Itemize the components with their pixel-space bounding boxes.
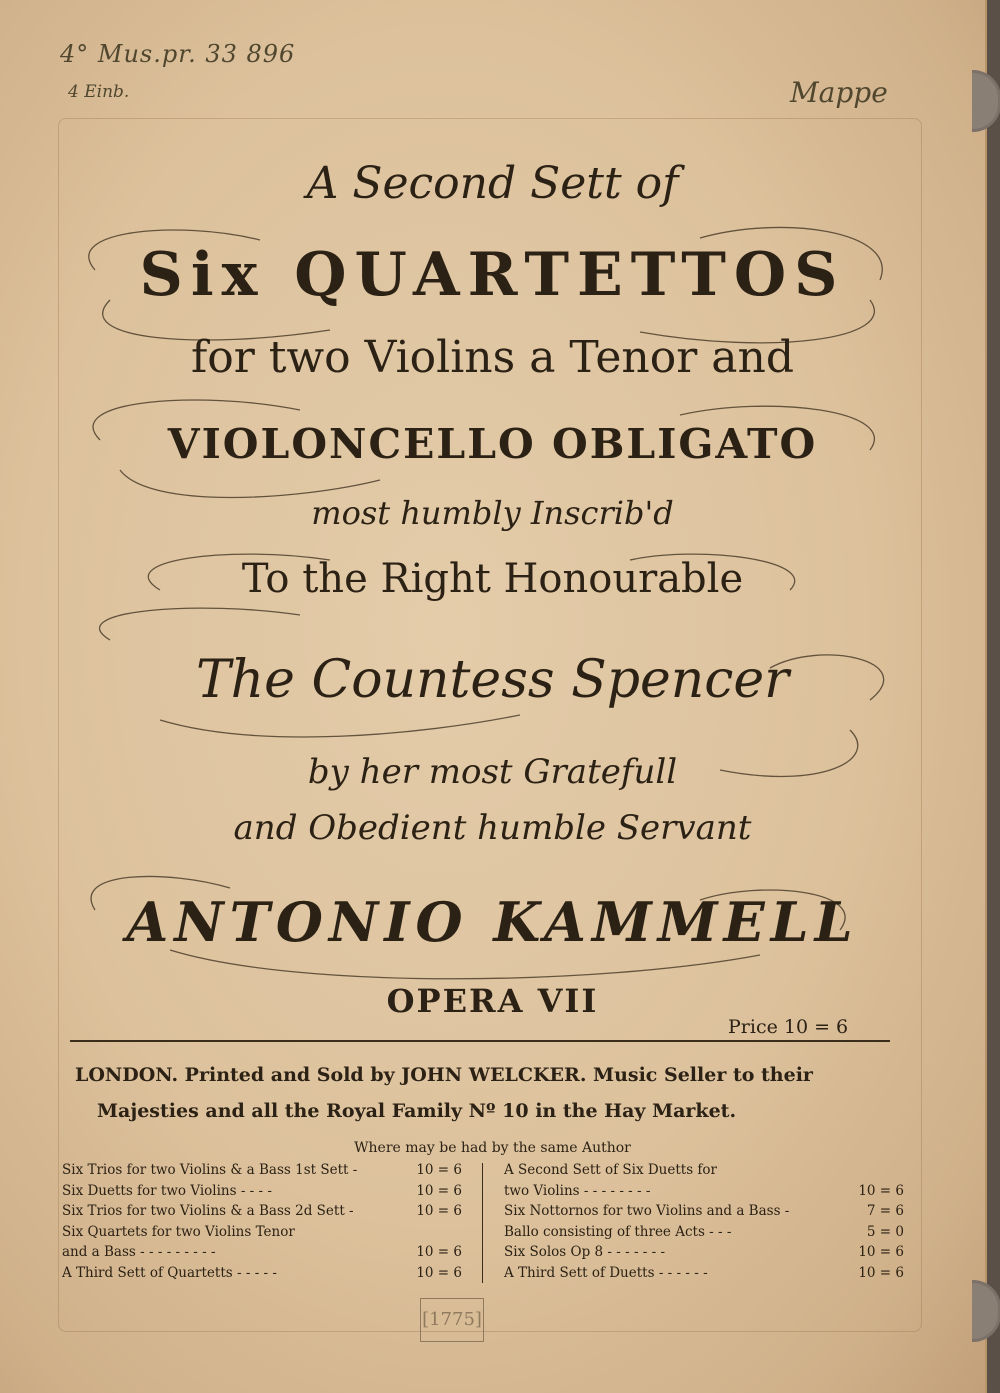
corner-note: Mappe	[790, 76, 888, 109]
catalogue-item: Ballo consisting of three Acts - - - 5 = 0	[504, 1223, 904, 1240]
catalogue-item: Six Solos Op 8 - - - - - - - 10 = 6	[504, 1244, 904, 1260]
composer-name: ANTONIO KAMMELL	[126, 890, 859, 954]
catalogue-right	[504, 1160, 904, 1283]
date-stamp: [1775]	[420, 1298, 484, 1342]
catalogue-item: Six Nottornos for two Violins and a Bass - 7 = 6	[504, 1203, 904, 1219]
dedication-line-4: by her most Gratefull	[307, 752, 678, 792]
catalogue-item: Six Trios for two Violins & a Bass 1st Sett - 10 = 6	[62, 1162, 462, 1178]
opus-number: OPERA VII	[386, 982, 599, 1020]
dedicatee: The Countess Spencer	[195, 650, 790, 710]
binding-hole-bottom	[972, 1280, 1000, 1342]
divider-rule	[70, 1040, 890, 1042]
shelfmark: 4° Mus.pr. 33 896	[60, 40, 296, 68]
catalogue-item: Six Quartets for two Violins Tenor	[62, 1223, 295, 1240]
shelfmark-note: 4 Einb.	[68, 82, 130, 102]
dedication-line-5: and Obedient humble Servant	[233, 808, 752, 848]
catalogue-item: two Violins - - - - - - - - 10 = 6	[504, 1182, 904, 1199]
publisher-line-2: Majesties and all the Royal Family Nº 10 in the Hay Market.	[97, 1100, 737, 1122]
catalogue-item: A Third Sett of Duetts - - - - - - 10 = 6	[504, 1264, 904, 1281]
dedication-line-1: most humbly Inscrib'd	[311, 494, 674, 532]
title-line-3: for two Violins a Tenor and	[190, 332, 794, 383]
catalogue-heading: Where may be had by the same Author	[354, 1140, 631, 1156]
publisher-line-1: LONDON. Printed and Sold by JOHN WELCKER. Music Seller to their	[75, 1064, 813, 1086]
catalogue-item: A Third Sett of Quartetts - - - - - 10 = 6	[62, 1264, 462, 1281]
title-instrument: VIOLONCELLO OBLIGATO	[167, 420, 818, 468]
dedication-line-2: To the Right Honourable	[241, 556, 744, 602]
price-label: Price 10 = 6	[728, 1016, 849, 1038]
title-main: Six QUARTETTOS	[139, 240, 846, 310]
catalogue-item: Six Trios for two Violins & a Bass 2d Sett - 10 = 6	[62, 1203, 462, 1219]
title-line-1: A Second Sett of	[306, 158, 679, 209]
catalogue-item: Six Duetts for two Violins - - - - 10 = 6	[62, 1182, 462, 1199]
binding-hole-top	[972, 70, 1000, 132]
catalogue-left	[62, 1160, 462, 1283]
catalogue-item: A Second Sett of Six Duetts for	[504, 1162, 718, 1178]
catalogue-divider	[482, 1163, 483, 1283]
catalogue-item: and a Bass - - - - - - - - - 10 = 6	[62, 1244, 462, 1260]
